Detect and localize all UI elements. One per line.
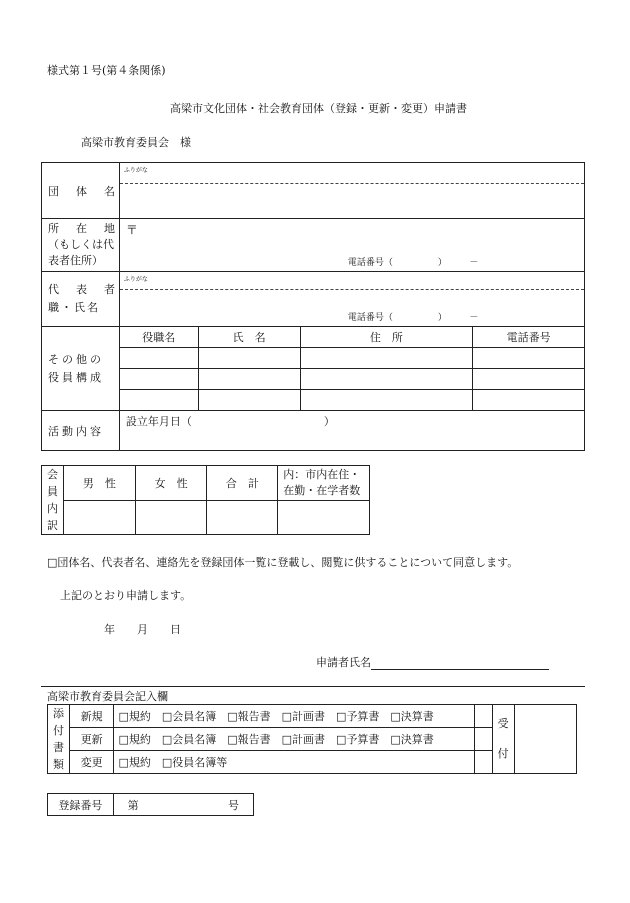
members-breakdown-field[interactable] — [278, 501, 370, 535]
items-change — [114, 751, 475, 774]
officer-cell[interactable] — [198, 369, 300, 390]
addressee: 高梁市教育委員会 様 — [81, 136, 191, 149]
members-total-header: 合 計 — [207, 466, 278, 501]
officer-cell[interactable] — [473, 390, 585, 411]
type-renew: 更新 — [69, 728, 114, 751]
applicant-label: 申請者氏名 — [316, 656, 371, 669]
members-female-field[interactable] — [135, 501, 207, 535]
representative-field[interactable] — [119, 272, 584, 327]
form-number: 様式第１号(第４条関係) — [47, 64, 166, 77]
check-new[interactable] — [475, 705, 492, 728]
representative-label: 代 表 者 職・氏名 — [42, 272, 120, 327]
officer-header-name: 氏 名 — [198, 327, 300, 348]
officer-cell[interactable] — [119, 348, 198, 369]
activity-field[interactable] — [119, 411, 584, 451]
members-breakdown-header: 内：市内在住・ 在勤・在学者数 — [278, 466, 370, 501]
office-title: 高梁市教育委員会記入欄 — [47, 690, 168, 703]
activity-label: 活動内容 — [42, 411, 120, 451]
type-change: 変更 — [69, 751, 114, 774]
members-total-field[interactable] — [207, 501, 278, 535]
applicant-name-field[interactable] — [371, 657, 549, 670]
members-label: 会 員 内 訳 — [42, 466, 64, 535]
date-line: 年 月 日 — [104, 623, 181, 636]
officer-cell[interactable] — [198, 348, 300, 369]
registration-label: 登録番号 — [48, 794, 114, 816]
members-female-header: 女 性 — [135, 466, 207, 501]
section-divider — [41, 686, 585, 687]
officer-cell[interactable] — [119, 369, 198, 390]
group-name-field[interactable] — [119, 163, 584, 219]
furigana-label: ふりがな — [123, 167, 148, 174]
address-phone-label: 電話番号（ ） － — [347, 258, 479, 268]
items-new — [114, 705, 475, 728]
consent-checkbox-text[interactable]: □団体名、代表者名、連絡先を登録団体一覧に登載し、閲覧に供することについて同意します。 — [47, 556, 519, 569]
officer-cell[interactable] — [300, 348, 473, 369]
officer-cell[interactable] — [198, 390, 300, 411]
check-renew[interactable] — [475, 728, 492, 751]
members-male-header: 男 性 — [63, 466, 135, 501]
type-new: 新規 — [69, 705, 114, 728]
registration-field[interactable] — [113, 794, 253, 816]
rep-phone-label: 電話番号（ ） － — [347, 313, 479, 323]
officers-label: その他の 役員構成 — [42, 327, 120, 411]
statement: 上記のとおり申請します。 — [60, 589, 192, 602]
office-table — [47, 704, 577, 774]
items-renew — [114, 728, 475, 751]
receipt-label: 受 付 — [492, 705, 514, 774]
officer-cell[interactable] — [473, 348, 585, 369]
furigana-label: ふりがな — [123, 276, 148, 283]
form-title: 高梁市文化団体・社会教育団体（登録・更新・変更）申請書 — [170, 102, 467, 115]
officer-header-title: 役職名 — [119, 327, 198, 348]
officer-cell[interactable] — [300, 390, 473, 411]
registration-dai: 第 — [127, 798, 139, 812]
items-change-text[interactable]: □規約 □役員名簿等 — [118, 756, 228, 769]
check-change[interactable] — [475, 751, 492, 774]
attach-label: 添 付 書 類 — [48, 705, 70, 774]
postal-mark: 〒 — [125, 223, 138, 237]
registration-table — [47, 793, 254, 816]
officer-header-address: 住 所 — [300, 327, 473, 348]
registration-go: 号 — [228, 798, 239, 812]
address-field[interactable] — [119, 219, 584, 272]
application-table — [41, 162, 585, 451]
members-table — [41, 465, 370, 535]
officer-cell[interactable] — [119, 390, 198, 411]
group-name-label: 団 体 名 — [42, 163, 120, 219]
established-date: 設立年月日（ ） — [125, 415, 335, 428]
address-label: 所 在 地 （もしくは代 表者住所） — [42, 219, 120, 272]
items-renew-text[interactable]: □規約 □会員名簿 □報告書 □計画書 □予算書 □決算書 — [118, 733, 434, 746]
receipt-field[interactable] — [514, 705, 576, 774]
officer-cell[interactable] — [300, 369, 473, 390]
items-new-text[interactable]: □規約 □会員名簿 □報告書 □計画書 □予算書 □決算書 — [118, 710, 434, 723]
officer-cell[interactable] — [473, 369, 585, 390]
applicant-line — [316, 654, 549, 670]
officer-header-phone: 電話番号 — [473, 327, 585, 348]
members-male-field[interactable] — [63, 501, 135, 535]
